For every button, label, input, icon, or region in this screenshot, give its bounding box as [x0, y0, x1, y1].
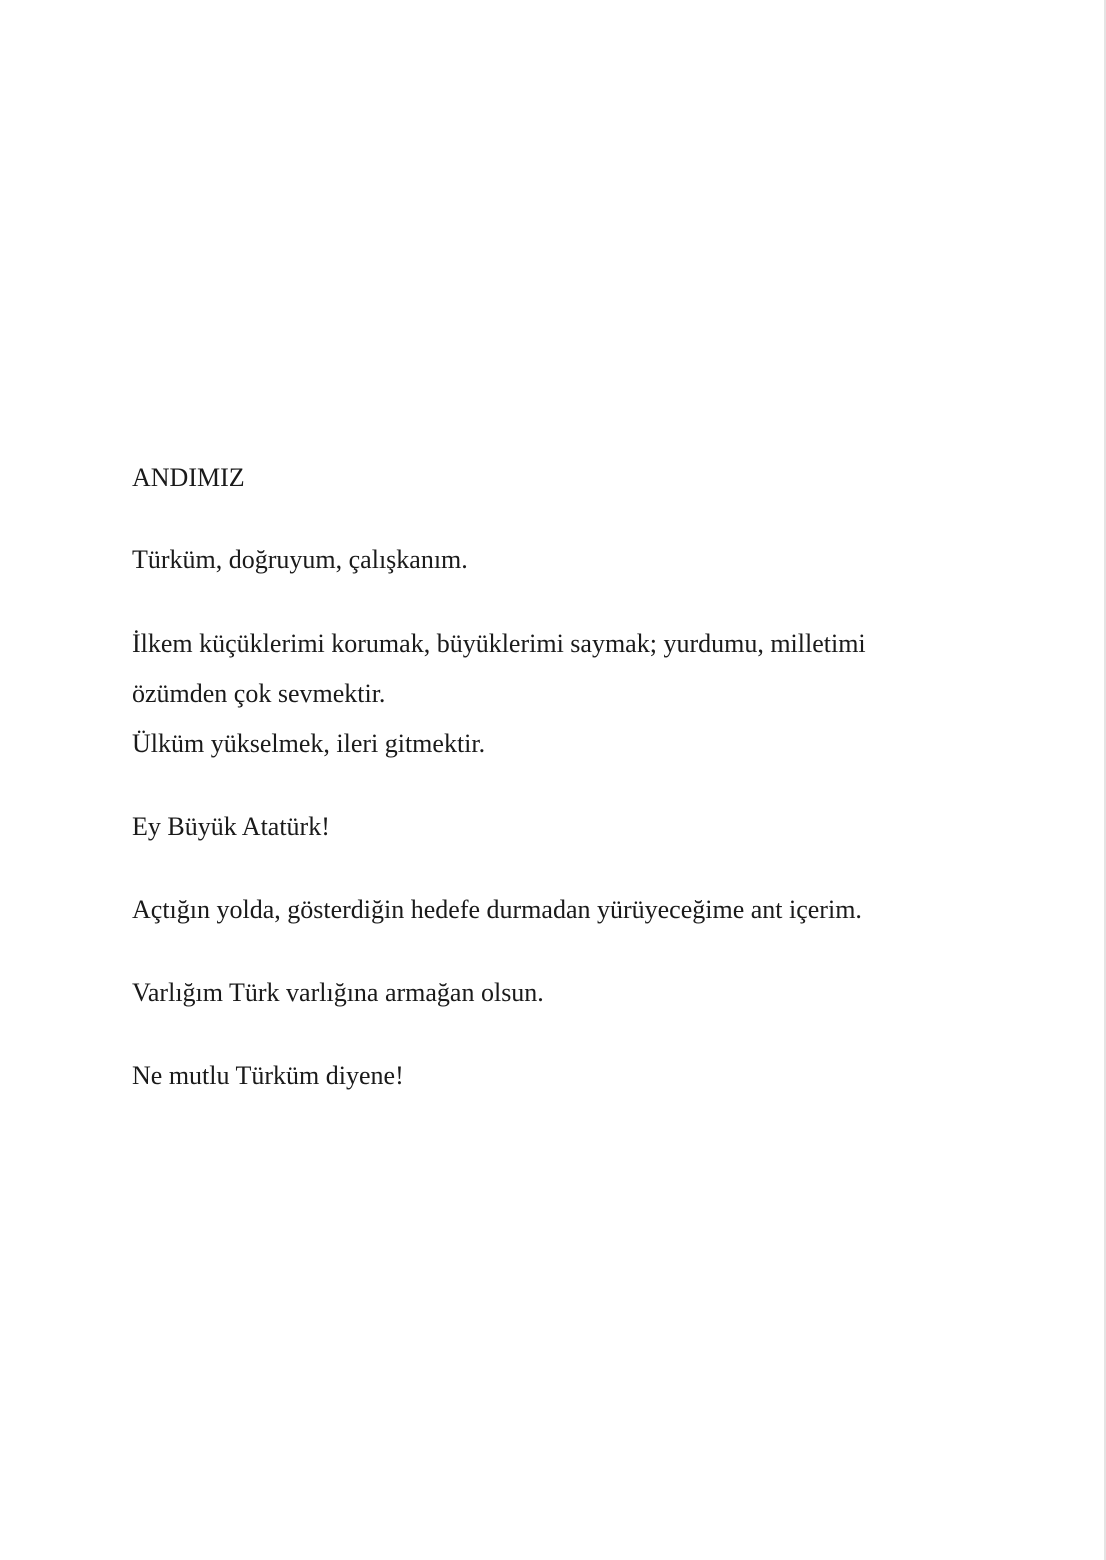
text-line: Ülküm yükselmek, ileri gitmektir. [132, 729, 486, 758]
text-line: Açtığın yolda, gösterdiğin hedefe durmadan yürüyeceğime ant içerim. [132, 895, 862, 924]
text-line: özümden çok sevmektir. [132, 679, 386, 708]
text-line: Türküm, doğruyum, çalışkanım. [132, 545, 468, 574]
text-line: Varlığım Türk varlığına armağan olsun. [132, 978, 544, 1007]
document-title: ANDIMIZ [132, 463, 245, 492]
text-line: İlkem küçüklerimi korumak, büyüklerimi saymak; yurdumu, milletimi [132, 629, 866, 658]
text-line: Ne mutlu Türküm diyene! [132, 1061, 404, 1090]
text-line: Ey Büyük Atatürk! [132, 812, 330, 841]
